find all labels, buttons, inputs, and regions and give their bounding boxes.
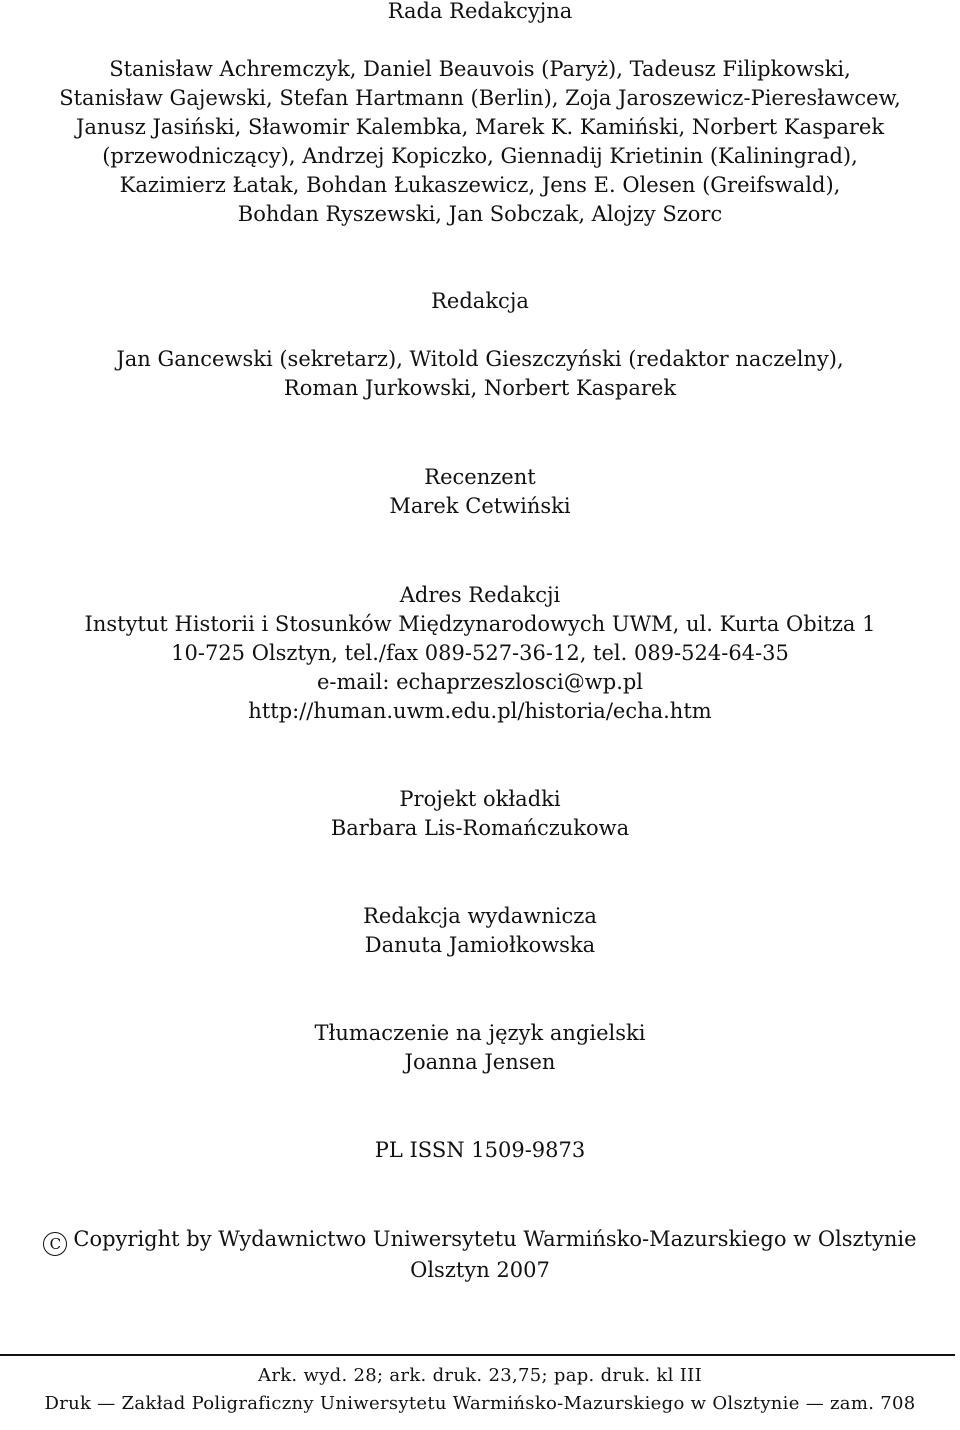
email-line: e-mail: echaprzeszlosci@wp.pl bbox=[316, 670, 644, 694]
imprint-printer: Druk — Zakład Poligraficzny Uniwersytetu Warmińsko-Mazurskiego w Olsztynie — zam. 708 bbox=[44, 1393, 916, 1414]
editorial-staff-heading: Redakcja bbox=[431, 289, 529, 313]
editorial-board-line: Stanisław Gajewski, Stefan Hartmann (Berlin), Zoja Jaroszewicz-Pieresławcew, bbox=[59, 86, 901, 110]
imprint-sheets: Ark. wyd. 28; ark. druk. 23,75; pap. druk. kl III bbox=[258, 1365, 702, 1386]
editorial-staff-line: Roman Jurkowski, Norbert Kasparek bbox=[283, 376, 677, 400]
cover-design-name: Barbara Lis-Romańczukowa bbox=[330, 816, 630, 840]
copyright-text: Copyright by Wydawnictwo Uniwersytetu Warmińsko-Mazurskiego w Olsztynie bbox=[73, 1227, 917, 1251]
issn-block bbox=[0, 1136, 960, 1165]
copyright-icon: C bbox=[43, 1232, 67, 1256]
reviewer-block bbox=[0, 463, 960, 521]
editorial-board-line: Kazimierz Łatak, Bohdan Łukaszewicz, Jens E. Olesen (Greifswald), bbox=[119, 173, 841, 197]
editorial-staff-members bbox=[0, 345, 960, 403]
address-line: Instytut Historii i Stosunków Międzynarodowych UWM, ul. Kurta Obitza 1 bbox=[84, 612, 876, 636]
phone-line: 10-725 Olsztyn, tel./fax 089-527-36-12, tel. 089-524-64-35 bbox=[171, 641, 789, 665]
reviewer-name: Marek Cetwiński bbox=[389, 494, 571, 518]
website-line: http://human.uwm.edu.pl/historia/echa.htm bbox=[248, 699, 712, 723]
reviewer-heading: Recenzent bbox=[424, 465, 536, 489]
editorial-staff-line: Jan Gancewski (sekretarz), Witold Gieszczyński (redaktor naczelny), bbox=[116, 347, 844, 371]
issn: PL ISSN 1509-9873 bbox=[374, 1138, 586, 1162]
copyright-block bbox=[0, 1225, 960, 1285]
publishing-editor-name: Danuta Jamiołkowska bbox=[364, 933, 596, 957]
translation-block bbox=[0, 1019, 960, 1077]
publishing-editor-heading: Redakcja wydawnicza bbox=[363, 904, 597, 928]
editorial-board-line: Stanisław Achremczyk, Daniel Beauvois (Paryż), Tadeusz Filipkowski, bbox=[109, 57, 851, 81]
translation-heading: Tłumaczenie na język angielski bbox=[314, 1021, 646, 1045]
editorial-board-heading: Rada Redakcyjna bbox=[387, 0, 573, 23]
imprint-block bbox=[0, 1362, 960, 1418]
editorial-staff-heading-block bbox=[0, 287, 960, 316]
cover-design-heading: Projekt okładki bbox=[399, 787, 561, 811]
copyright-line bbox=[5, 1225, 955, 1256]
publishing-editor-block bbox=[0, 902, 960, 960]
editorial-address-block bbox=[0, 581, 960, 726]
divider bbox=[0, 1354, 955, 1356]
editorial-board-line: Bohdan Ryszewski, Jan Sobczak, Alojzy Szorc bbox=[237, 202, 723, 226]
editorial-board-members bbox=[0, 55, 960, 229]
editorial-board-line: (przewodniczący), Andrzej Kopiczko, Giennadij Krietinin (Kaliningrad), bbox=[102, 144, 858, 168]
place-year: Olsztyn 2007 bbox=[410, 1258, 550, 1282]
translator-name: Joanna Jensen bbox=[404, 1050, 556, 1074]
editorial-board-line: Janusz Jasiński, Sławomir Kalembka, Marek K. Kamiński, Norbert Kasparek bbox=[75, 115, 885, 139]
editorial-address-heading: Adres Redakcji bbox=[399, 583, 561, 607]
cover-design-block bbox=[0, 785, 960, 843]
editorial-board-heading-block bbox=[0, 0, 960, 26]
